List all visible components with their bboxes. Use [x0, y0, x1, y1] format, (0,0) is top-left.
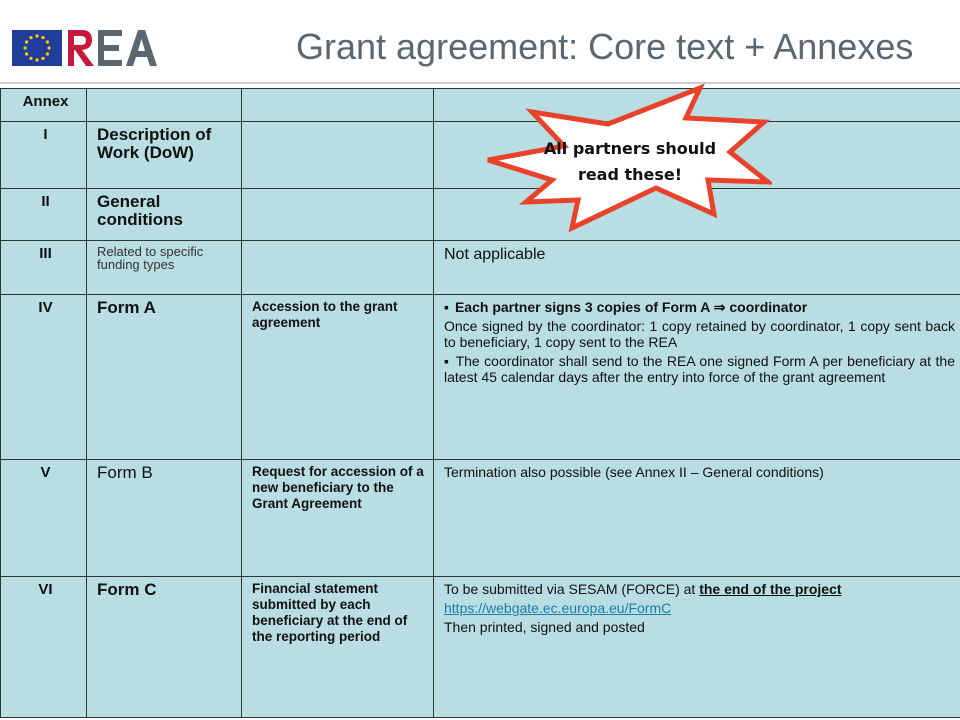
table-row [1, 189, 960, 241]
detail-line: ▪ The coordinator shall send to the REA one signed Form A per beneficiary at the latest 45 calendar days after the entry into force of the grant agreement [444, 353, 955, 385]
table-row [1, 295, 960, 460]
annex-detail [434, 295, 960, 460]
detail-line [444, 600, 955, 616]
annex-number: V [1, 460, 87, 577]
annex-description: Accession to the grant agreement [242, 295, 434, 460]
formc-link[interactable]: https://webgate.ec.europa.eu/FormC [444, 600, 672, 616]
column-header-annex: Annex [1, 89, 87, 122]
annex-number: IV [1, 295, 87, 460]
detail-emphasis: the end of the project [699, 581, 842, 597]
annex-detail [434, 577, 960, 718]
rea-logo [10, 24, 160, 72]
annex-table [0, 88, 960, 718]
table-header-row [1, 89, 960, 122]
annex-description: Request for accession of a new beneficiary to the Grant Agreement [242, 460, 434, 577]
table-row [1, 577, 960, 718]
annex-detail: Not applicable [434, 241, 960, 295]
detail-line [444, 581, 955, 597]
slide-header [0, 0, 960, 84]
callout-starburst [486, 82, 772, 234]
annex-name: Form B [87, 460, 242, 577]
annex-name: Form A [87, 295, 242, 460]
detail-line: ▪ Each partner signs 3 copies of Form A ⇒ coordinator [444, 299, 955, 315]
header-divider [0, 82, 960, 84]
annex-number: III [1, 241, 87, 295]
starburst-shape [488, 88, 768, 228]
callout-line-2: read these! [577, 165, 683, 184]
detail-text: To be submitted via SESAM (FORCE) at [444, 581, 696, 597]
table-row [1, 241, 960, 295]
annex-name: General conditions [87, 189, 242, 241]
table-row [1, 122, 960, 189]
table-row [1, 460, 960, 577]
annex-number: II [1, 189, 87, 241]
annex-number: I [1, 122, 87, 189]
callout-line-1: All partners should [543, 139, 717, 158]
annex-detail: Termination also possible (see Annex II – General conditions) [434, 460, 960, 577]
annex-number: VI [1, 577, 87, 718]
annex-name: Description of Work (DoW) [87, 122, 242, 189]
page-title: Grant agreement: Core text + Annexes [296, 26, 914, 67]
annex-name: Related to specific funding types [87, 241, 242, 295]
detail-line: Once signed by the coordinator: 1 copy retained by coordinator, 1 copy sent back to beneficiary, 1 copy sent to the REA [444, 318, 955, 350]
annex-name: Form C [87, 577, 242, 718]
detail-line: Then printed, signed and posted [444, 619, 645, 635]
annex-description: Financial statement submitted by each beneficiary at the end of the reporting period [242, 577, 434, 718]
